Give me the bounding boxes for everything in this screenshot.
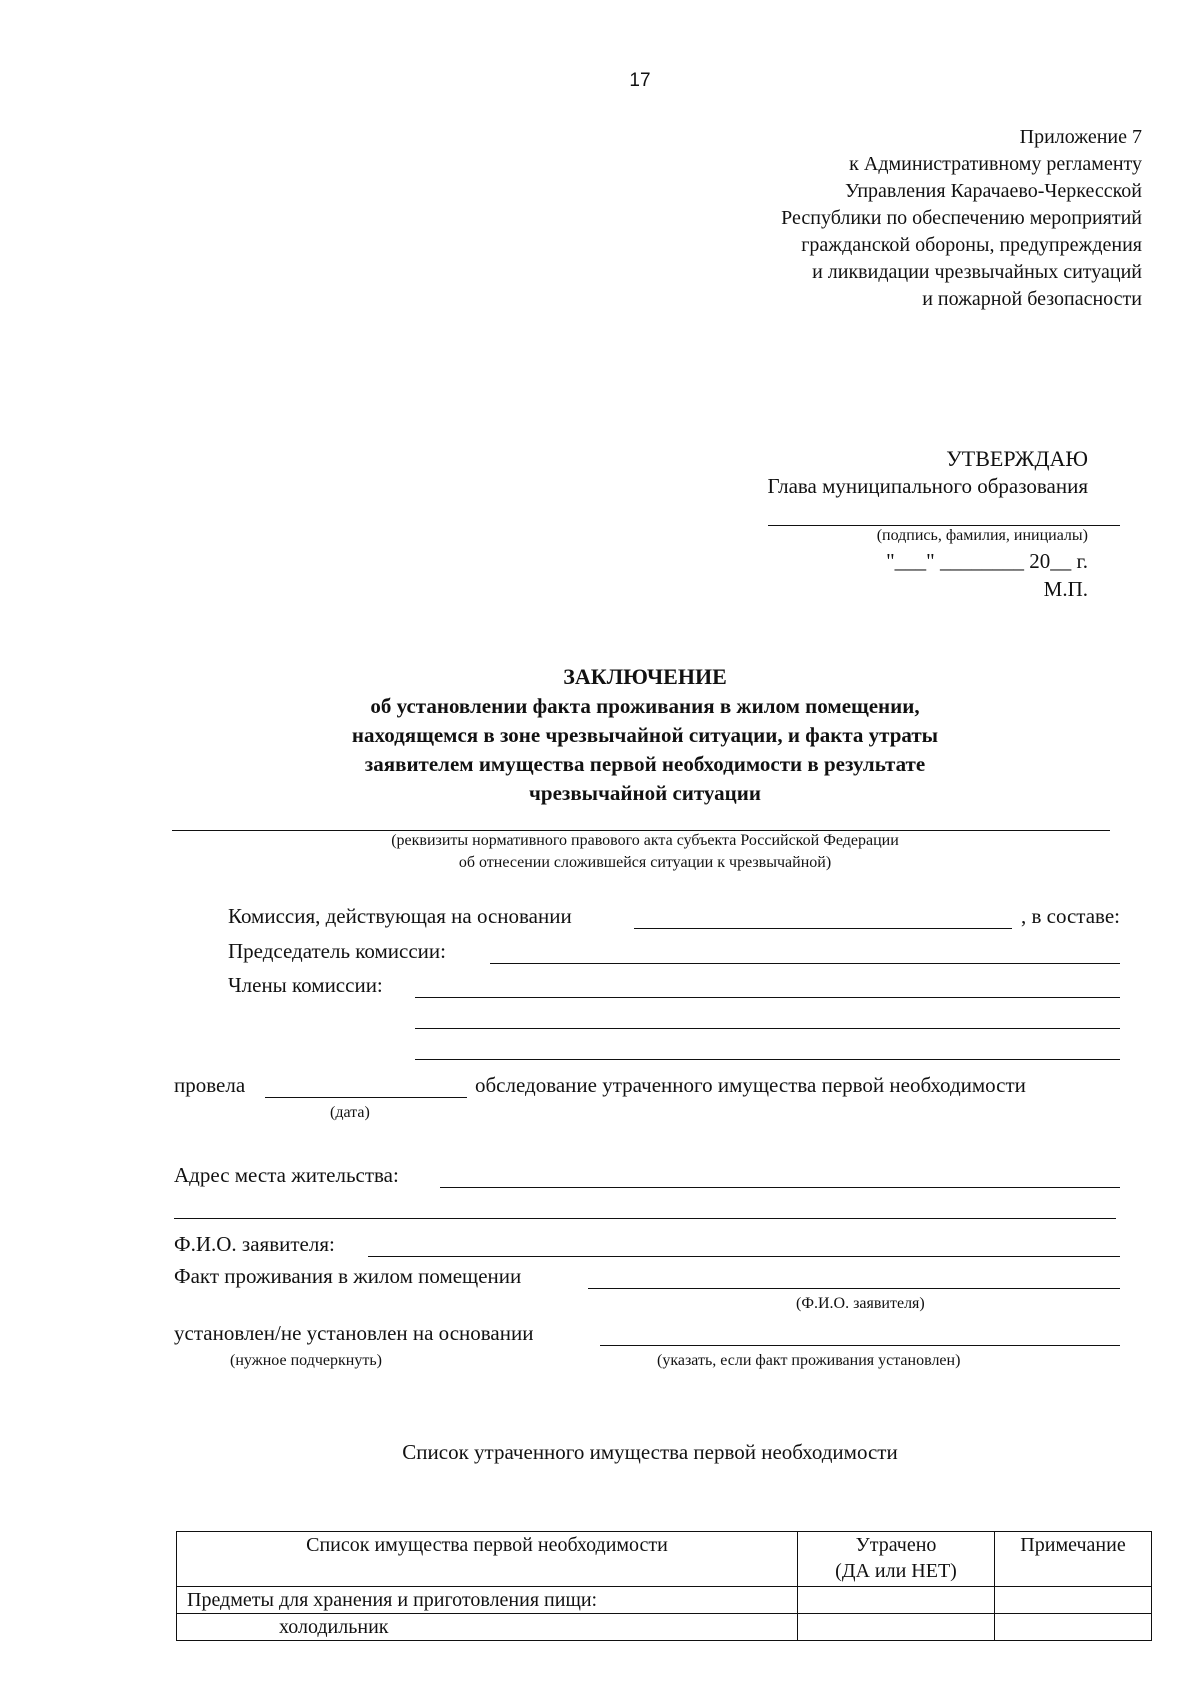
lost-cell[interactable]: [798, 1587, 995, 1614]
appendix-line: Республики по обеспечению мероприятий: [781, 207, 1142, 229]
caption-line: (реквизиты нормативного правового акта субъекта Российской Федерации: [391, 832, 899, 849]
appendix-line: Приложение 7: [1019, 126, 1142, 148]
chairman-field[interactable]: [490, 963, 1120, 964]
subtitle-line: находящемся в зоне чрезвычайной ситуации, и факта утраты: [351, 723, 939, 747]
member-field[interactable]: [415, 997, 1120, 998]
approval-position: Глава муниципального образования: [767, 474, 1088, 498]
chairman-label: Председатель комиссии:: [228, 939, 446, 963]
members-label: Члены комиссии:: [228, 973, 383, 997]
residence-label: Факт проживания в жилом помещении: [174, 1264, 522, 1288]
subtitle-line: чрезвычайной ситуации: [529, 781, 761, 805]
approval-title: УТВЕРЖДАЮ: [946, 446, 1088, 471]
address-field-continued[interactable]: [174, 1218, 1116, 1219]
commission-composition-label: , в составе:: [1020, 904, 1120, 928]
applicant-label: Ф.И.О. заявителя:: [174, 1232, 335, 1256]
column-header-note: Примечание: [995, 1532, 1152, 1587]
item-cell: Предметы для хранения и приготовления пищи:: [177, 1587, 798, 1614]
note-cell[interactable]: [995, 1614, 1152, 1641]
applicant-name-field[interactable]: [368, 1256, 1120, 1257]
member-field[interactable]: [415, 1028, 1120, 1029]
commission-basis-field[interactable]: [634, 928, 1012, 929]
member-field[interactable]: [415, 1059, 1120, 1060]
document-title: ЗАКЛЮЧЕНИЕ: [563, 664, 727, 689]
approval-date-line: "___" ________ 20__ г.: [886, 549, 1088, 573]
underline-caption: (нужное подчеркнуть): [230, 1352, 382, 1369]
table-header-row: [177, 1532, 1152, 1587]
inspection-prefix: провела: [174, 1073, 246, 1097]
table-row: [177, 1587, 1152, 1614]
appendix-line: и пожарной безопасности: [922, 288, 1142, 310]
note-cell[interactable]: [995, 1587, 1152, 1614]
column-header-item: Список имущества первой необходимости: [177, 1532, 798, 1587]
appendix-line: и ликвидации чрезвычайных ситуаций: [812, 261, 1142, 283]
established-basis-field[interactable]: [600, 1345, 1120, 1346]
appendix-header: [781, 124, 1142, 313]
subtitle-line: об установлении факта проживания в жилом помещении,: [370, 694, 920, 718]
commission-basis-label: Комиссия, действующая на основании: [228, 904, 572, 928]
appendix-line: к Административному регламенту: [849, 153, 1142, 175]
address-field[interactable]: [440, 1187, 1120, 1188]
appendix-line: Управления Карачаево-Черкесской: [844, 180, 1142, 202]
stamp-placeholder: М.П.: [1043, 577, 1088, 601]
inspection-date-field[interactable]: [265, 1097, 467, 1098]
residence-name-field[interactable]: [588, 1288, 1120, 1289]
subtitle-line: заявителем имущества первой необходимости в результате: [364, 752, 926, 776]
inspection-suffix: обследование утраченного имущества первой необходимости: [475, 1073, 1026, 1097]
specify-caption: (указать, если факт проживания установлен): [657, 1352, 961, 1369]
table-row: [177, 1614, 1152, 1641]
property-table: [176, 1531, 1152, 1641]
address-label: Адрес места жительства:: [174, 1163, 399, 1187]
document-subtitle: [0, 692, 1200, 808]
property-list-heading: Список утраченного имущества первой необходимости: [402, 1440, 898, 1464]
column-header-lost: Утрачено (ДА или НЕТ): [798, 1532, 995, 1587]
caption-line: об отнесении сложившейся ситуации к чрезвычайной): [458, 854, 832, 871]
act-details-caption: [0, 830, 1200, 874]
appendix-line: гражданской обороны, предупреждения: [801, 234, 1142, 256]
lost-cell[interactable]: [798, 1614, 995, 1641]
signature-line: [768, 525, 1120, 526]
signature-caption: (подпись, фамилия, инициалы): [876, 527, 1088, 544]
residence-name-caption: (Ф.И.О. заявителя): [796, 1295, 925, 1312]
item-cell: холодильник: [177, 1614, 798, 1641]
page-number: 17: [629, 70, 651, 91]
established-label: установлен/не установлен на основании: [174, 1321, 534, 1345]
inspection-date-caption: (дата): [330, 1104, 370, 1121]
